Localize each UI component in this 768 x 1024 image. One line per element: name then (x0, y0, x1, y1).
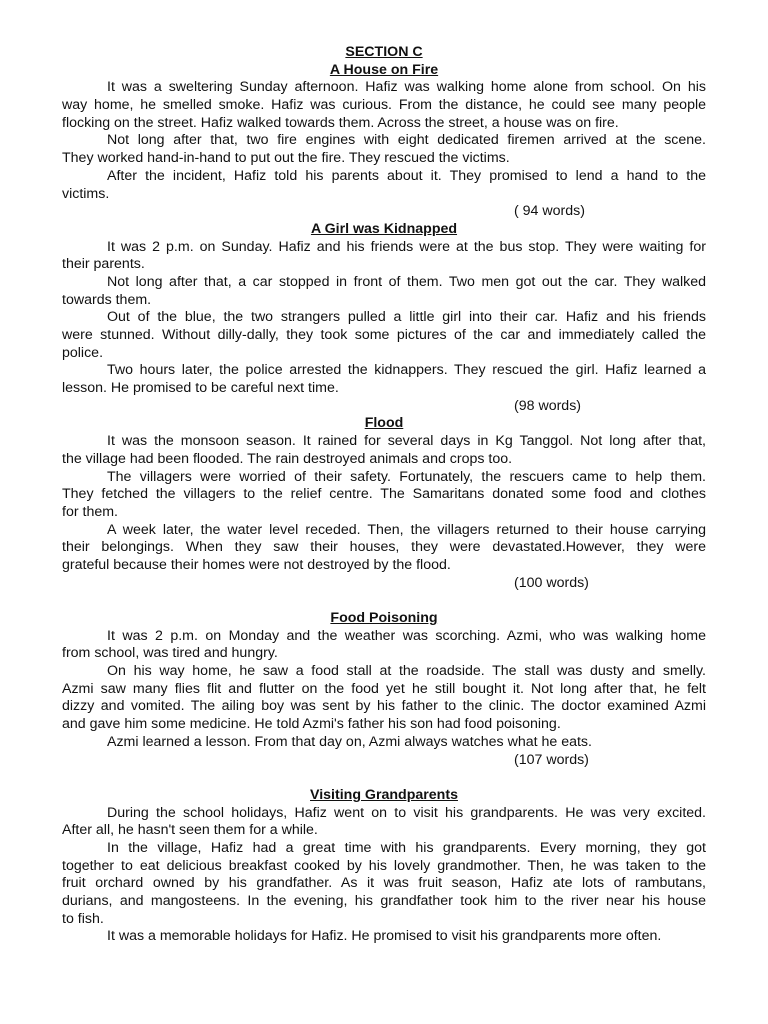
paragraph-line: It was a memorable holidays for Hafiz. He promised to visit his grandparents more often. (107, 928, 662, 945)
paragraph-line: During the school holidays, Hafiz went on to visit his grandparents. He was very excited. (107, 804, 706, 821)
paragraph-line: their belongings. When they saw their houses, they were devastated.However, they were (62, 539, 706, 556)
paragraph-line: grateful because their homes were not destroyed by the flood. (62, 556, 451, 573)
blank-line (62, 592, 706, 610)
story-section (62, 787, 706, 946)
paragraph-line: way home, he smelled smoke. Hafiz was curious. From the distance, he could see many people (62, 97, 706, 114)
section-title: SECTION C (345, 44, 423, 60)
paragraph-line: durians, and mangosteens. In the evening, his grandfather took him to the river near his house (62, 893, 706, 909)
paragraph-line: They fetched the villagers to the relief centre. The Samaritans donated some food and clothes (62, 486, 706, 503)
paragraph-line: Not long after that, a car stopped in front of them. Two men got out the car. They walked (107, 273, 706, 290)
paragraph-line: They worked hand-in-hand to put out the fire. They rescued the victims. (62, 150, 510, 167)
story-section (62, 415, 706, 610)
paragraph-line: It was a sweltering Sunday afternoon. Hafiz was walking home alone from school. On his (107, 79, 706, 96)
story-title: Flood (364, 415, 404, 432)
paragraph-line: the village had been flooded. The rain destroyed animals and crops too. (62, 450, 513, 467)
story-section (62, 221, 706, 416)
paragraph-line: their parents. (62, 256, 145, 273)
paragraph-line: towards them. (62, 291, 152, 308)
story-title: Visiting Grandparents (310, 786, 458, 803)
word-count: (100 words) (514, 574, 589, 591)
story-section (62, 62, 706, 221)
paragraph-line: dizzy and vomited. The ailing boy was sent by his father to the clinic. The doctor examined Azmi (62, 698, 706, 715)
story-title: A Girl was Kidnapped (310, 220, 458, 237)
word-count: (98 words) (514, 397, 582, 414)
story-section (62, 610, 706, 787)
stories-container (62, 62, 706, 946)
paragraph-line: In the village, Hafiz had a great time with his grandparents. Every morning, they got (107, 839, 706, 856)
paragraph-line: flocking on the street. Hafiz walked towards them. Across the street, a house was on fire. (62, 114, 619, 131)
paragraph-line: together to eat delicious breakfast cooked by his lovely grandmother. Then, he was taken to the (62, 857, 706, 874)
paragraph-line: On his way home, he saw a food stall at the roadside. The stall was dusty and smelly. (107, 663, 706, 680)
paragraph-line: fruit orchard owned by his grandfather. As it was fruit season, Hafiz ate lots of rambutans, (62, 875, 706, 892)
paragraph-line: Azmi saw many flies flit and flutter on the food yet he still bought it. Not long after that, he felt (62, 680, 706, 697)
document-page (62, 44, 706, 946)
paragraph-line: It was 2 p.m. on Monday and the weather was scorching. Azmi, who was walking home (107, 627, 706, 644)
paragraph-line: After the incident, Hafiz told his parents about it. They promised to lend a hand to the (107, 167, 706, 184)
paragraph-line: from school, was tired and hungry. (62, 645, 278, 662)
word-count: ( 94 words) (514, 203, 585, 220)
paragraph-line: It was the monsoon season. It rained for several days in Kg Tanggol. Not long after that, (107, 433, 706, 450)
paragraph-line: Not long after that, two fire engines with eight dedicated firemen arrived at the scene. (107, 132, 706, 149)
story-title: Food Poisoning (330, 610, 438, 626)
paragraph-line: Two hours later, the police arrested the kidnappers. They rescued the girl. Hafiz learned a (107, 362, 706, 379)
paragraph-line: lesson. He promised to be careful next time. (62, 380, 339, 397)
paragraph-line: for them. (62, 503, 118, 520)
paragraph-line: and gave him some medicine. He told Azmi's father his son had food poisoning. (62, 716, 561, 733)
blank-line (62, 769, 706, 787)
paragraph-line: Out of the blue, the two strangers pulled a little girl into their car. Hafiz and his friends (107, 309, 706, 326)
paragraph-line: A week later, the water level receded. Then, the villagers returned to their house carrying (107, 521, 706, 538)
paragraph-line: It was 2 p.m. on Sunday. Hafiz and his friends were at the bus stop. They were waiting for (107, 238, 706, 255)
paragraph-line: to fish. (62, 910, 104, 927)
word-count: (107 words) (514, 751, 589, 768)
paragraph-line: The villagers were worried of their safety. Fortunately, the rescuers came to help them. (107, 468, 706, 485)
paragraph-line: victims. (62, 185, 110, 202)
paragraph-line: were stunned. Without dilly-dally, they took some pictures of the car and immediately called the (62, 327, 706, 343)
paragraph-line: After all, he hasn't seen them for a while. (62, 822, 318, 839)
paragraph-line: Azmi learned a lesson. From that day on, Azmi always watches what he eats. (107, 733, 592, 750)
paragraph-line: police. (62, 344, 104, 361)
story-title: A House on Fire (329, 61, 439, 78)
